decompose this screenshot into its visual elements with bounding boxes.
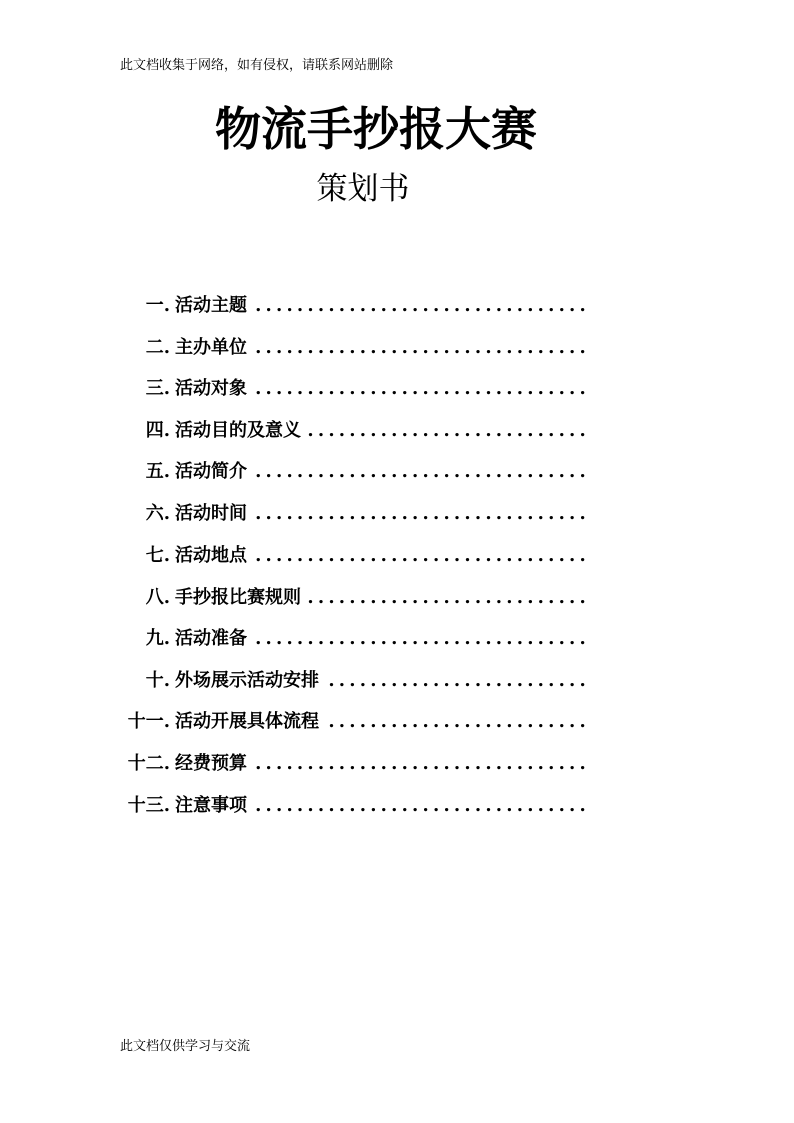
toc-leader-dots: ........................... xyxy=(307,587,590,608)
toc-leader-dots: ......................... xyxy=(328,670,590,691)
toc-item-number: 二. xyxy=(145,337,170,358)
toc-item-number: 六. xyxy=(145,503,170,524)
toc-leader-dots: ................................ xyxy=(255,295,590,316)
toc-item-label: 手抄报比赛规则 xyxy=(175,587,301,608)
toc-item-number: 十. xyxy=(145,670,170,691)
toc-item-label: 活动目的及意义 xyxy=(175,420,301,441)
toc-item-label: 活动对象 xyxy=(175,378,247,399)
footer-note: 此文档仅供学习与交流 xyxy=(120,1039,251,1054)
toc-item-label: 主办单位 xyxy=(175,337,247,358)
toc-leader-dots: ................................ xyxy=(255,378,590,399)
toc-item-label: 经费预算 xyxy=(175,753,247,774)
toc-item-label: 活动时间 xyxy=(175,503,247,524)
toc-item[interactable] xyxy=(0,496,794,532)
toc-leader-dots: ................................ xyxy=(255,628,590,649)
toc-item[interactable] xyxy=(0,288,794,324)
toc-leader-dots: ................................ xyxy=(255,753,590,774)
toc-item[interactable] xyxy=(0,746,794,782)
toc-leader-dots: ................................ xyxy=(255,503,590,524)
toc-leader-dots: ................................ xyxy=(255,545,590,566)
toc-item[interactable] xyxy=(0,330,794,366)
toc-item-label: 活动地点 xyxy=(175,545,247,566)
toc-item-label: 活动准备 xyxy=(175,628,247,649)
toc-item-label: 活动简介 xyxy=(175,461,247,482)
toc-item-number: 八. xyxy=(145,587,170,608)
document-subtitle: 策划书 xyxy=(316,171,410,207)
toc-item[interactable] xyxy=(0,538,794,574)
toc-item[interactable] xyxy=(0,621,794,657)
toc-item[interactable] xyxy=(0,413,794,449)
toc-leader-dots: ................................ xyxy=(255,461,590,482)
toc-item-number: 五. xyxy=(145,461,170,482)
toc-item-number: 十一. xyxy=(127,711,170,732)
toc-item-number: 七. xyxy=(145,545,170,566)
toc-leader-dots: ......................... xyxy=(328,711,590,732)
toc-item-number: 九. xyxy=(145,628,170,649)
toc-item[interactable] xyxy=(0,704,794,740)
toc-item-number: 十三. xyxy=(127,795,170,816)
toc-item[interactable] xyxy=(0,580,794,616)
toc-leader-dots: ........................... xyxy=(307,420,590,441)
toc-item-label: 活动开展具体流程 xyxy=(175,711,319,732)
toc-item-number: 十二. xyxy=(127,753,170,774)
toc-item-label: 注意事项 xyxy=(175,795,247,816)
toc-item-number: 三. xyxy=(145,378,170,399)
toc-item[interactable] xyxy=(0,788,794,824)
toc-leader-dots: ................................ xyxy=(255,795,590,816)
header-note: 此文档收集于网络，如有侵权，请联系网站删除 xyxy=(120,58,394,73)
toc-item[interactable] xyxy=(0,454,794,490)
toc-item[interactable] xyxy=(0,371,794,407)
toc-item[interactable] xyxy=(0,663,794,699)
document-title: 物流手抄报大赛 xyxy=(215,102,537,156)
toc-item-number: 一. xyxy=(145,295,170,316)
toc-item-label: 外场展示活动安排 xyxy=(175,670,319,691)
toc-item-label: 活动主题 xyxy=(175,295,247,316)
toc-item-number: 四. xyxy=(145,420,170,441)
toc-leader-dots: ................................ xyxy=(255,337,590,358)
